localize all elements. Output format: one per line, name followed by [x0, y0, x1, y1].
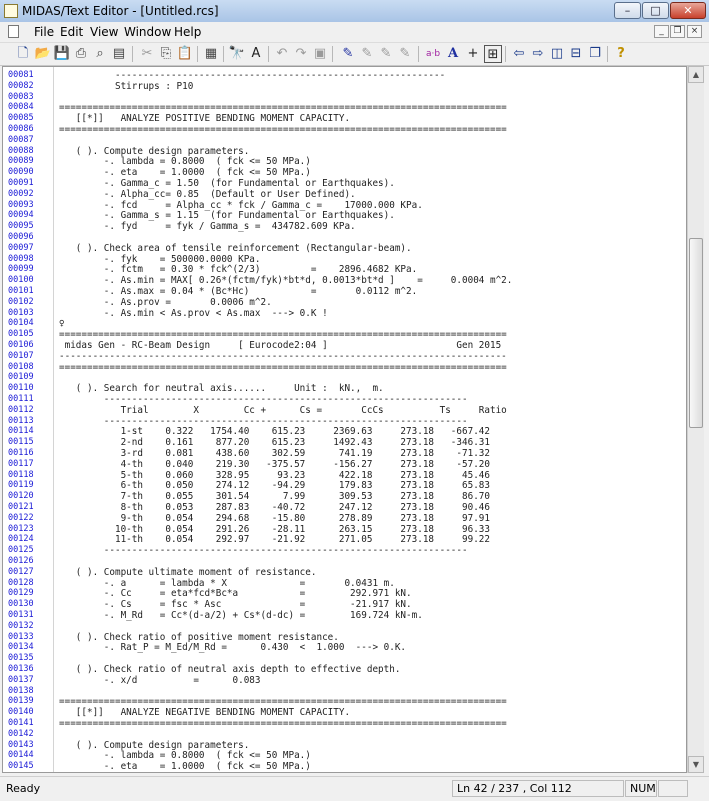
line-number: 00135 [8, 653, 34, 664]
redo-icon[interactable]: ↷ [295, 46, 307, 61]
line-text: 10-th 0.054 291.26 -28.11 263.15 273.18 96.33 [59, 523, 490, 535]
font-icon[interactable]: A [447, 46, 459, 61]
line-number: 00142 [8, 728, 34, 739]
line-number: 00126 [8, 556, 34, 566]
line-number: 00133 [8, 631, 34, 642]
window-prev-icon[interactable]: ⇦ [513, 46, 525, 61]
help-icon[interactable]: ? [617, 46, 625, 61]
toolbar-separator [197, 46, 198, 62]
clipboard-icon[interactable]: ▦ [204, 46, 218, 61]
line-text: -. Alpha_cc= 0.85 (Default or User Defined). [59, 188, 356, 200]
line-number: 00082 [8, 80, 34, 91]
line-text: ( ). Compute design parameters. [59, 739, 250, 751]
case-icon[interactable]: a·b [425, 49, 441, 59]
find-icon[interactable]: 🔭 [228, 46, 246, 61]
mdi-minimize-button[interactable]: _ [654, 25, 669, 38]
line-number: 00089 [8, 156, 34, 167]
line-number: 00136 [8, 664, 34, 674]
line-number: 00084 [8, 102, 34, 113]
line-number: 00120 [8, 491, 34, 502]
line-text: 1-st 0.322 1754.40 615.23 2369.63 273.18 -667.42 [59, 426, 490, 438]
line-number: 00141 [8, 718, 34, 728]
window-next-icon[interactable]: ⇨ [532, 46, 544, 61]
line-text: 7-th 0.055 301.54 7.99 309.53 273.18 86.70 [59, 491, 490, 503]
minimize-button[interactable]: – [614, 2, 641, 19]
window-title: MIDAS/Text Editor - [Untitled.rcs] [22, 4, 219, 18]
line-text: 11-th 0.054 292.97 -21.92 271.05 273.18 99.22 [59, 534, 490, 546]
line-number: 00094 [8, 210, 34, 221]
line-text: -. Gamma_c = 1.50 (for Fundamental or Earthquakes). [59, 178, 395, 189]
line-number: 00088 [8, 145, 34, 156]
fit-icon[interactable]: ⊞ [484, 45, 502, 63]
line-text: ----------------------------------------------------------------- [59, 415, 468, 427]
toolbar-separator [332, 46, 333, 62]
line-number: 00129 [8, 588, 34, 599]
line-number: 00117 [8, 458, 34, 469]
line-number: 00107 [8, 350, 34, 361]
open-icon[interactable]: 📂 [34, 46, 52, 61]
mdi-close-button[interactable]: × [687, 25, 702, 38]
new-icon[interactable]: 🗋 [17, 46, 29, 61]
line-text: -. lambda = 0.8000 ( fck <= 50 MPa.) [59, 156, 311, 168]
status-empty-pane [658, 780, 688, 797]
mdi-restore-button[interactable]: ❐ [670, 25, 685, 38]
line-number: 00104 [8, 318, 34, 329]
line-number: 00105 [8, 329, 34, 340]
status-cursor-position: Ln 42 / 237 , Col 112 [452, 780, 624, 797]
line-text: 6-th 0.050 274.12 -94.29 179.83 273.18 65.83 [59, 480, 490, 492]
close-button[interactable]: ✕ [670, 2, 706, 19]
line-number: 00118 [8, 469, 34, 480]
line-text: Trial X Cc + Cs = CcCs Ts Ratio [59, 404, 507, 416]
status-num-lock: NUM [625, 780, 657, 797]
line-number: 00111 [8, 394, 34, 404]
line-number: 00086 [8, 124, 34, 134]
line-number: 00110 [8, 383, 34, 394]
bookmark-icon[interactable]: ✎ [342, 46, 354, 61]
line-text: ( ). Compute design parameters. [59, 145, 250, 157]
line-number: 00106 [8, 340, 34, 350]
line-number: 00113 [8, 415, 34, 426]
line-text: -. As.min = MAX[ 0.26*(fctm/fyk)*bt*d, 0.0013*bt*d ] = 0.0004 m^2. [59, 275, 513, 287]
line-text: 4-th 0.040 219.30 -375.57 -156.27 273.18 -57.20 [59, 458, 490, 470]
line-text: -. lambda = 0.8000 ( fck <= 50 MPa.) [59, 750, 311, 762]
print-icon[interactable]: ⎙ [75, 46, 87, 61]
line-text: 5-th 0.060 328.95 93.23 422.18 273.18 45.46 [59, 469, 490, 481]
line-text: midas Gen - RC-Beam Design [ Eurocode2:04 ] Gen 2015 [59, 340, 502, 351]
title-bar [0, 0, 709, 23]
line-number: 00095 [8, 221, 34, 232]
cascade-icon[interactable]: ❐ [589, 46, 601, 61]
cut-icon[interactable]: ✂ [141, 46, 153, 61]
line-number: 00085 [8, 113, 34, 124]
line-number: 00109 [8, 372, 34, 383]
menu-help[interactable]: Help [174, 25, 202, 39]
print-preview-icon[interactable]: ⌕ [96, 46, 104, 61]
line-number: 00108 [8, 361, 34, 372]
line-text: ----------------------------------------------------------------- [59, 394, 468, 405]
menu-window[interactable]: Window [124, 25, 172, 39]
line-number: 00119 [8, 480, 34, 491]
menu-view[interactable]: View [90, 25, 119, 39]
line-number: 00115 [8, 437, 34, 448]
toolbar-separator [418, 46, 419, 62]
line-number: 00127 [8, 566, 34, 577]
line-text: ( ). Check area of tensile reinforcement (Rectangular-beam). [59, 242, 412, 254]
line-text: 3-rd 0.081 438.60 302.59 741.19 273.18 -71.32 [59, 448, 490, 459]
line-text: ================================================================================ [59, 718, 507, 729]
line-text: -. fyk = 500000.0000 KPa. [59, 253, 261, 265]
paste-icon[interactable]: 📋 [176, 46, 194, 61]
line-text: -------------------------------------------------------------------------------- [59, 350, 507, 362]
scroll-down-arrow-icon[interactable]: ▼ [688, 756, 704, 773]
line-number: 00139 [8, 696, 34, 707]
line-number: 00093 [8, 199, 34, 210]
line-text: -. a = lambda * X = 0.0431 m. [59, 577, 395, 589]
line-text: -. As.min < As.prov < As.max ---> 0.K ! [59, 307, 328, 319]
scroll-up-arrow-icon[interactable]: ▲ [688, 66, 704, 83]
save-icon[interactable]: 💾 [53, 46, 71, 61]
app-icon [4, 4, 18, 18]
line-number: 00081 [8, 70, 34, 80]
line-text [59, 772, 395, 773]
line-text: -. fcd = Alpha_cc * fck / Gamma_c = 17000.000 KPa. [59, 199, 423, 211]
print-setup-icon[interactable]: ▤ [112, 46, 126, 61]
line-number: 00083 [8, 91, 34, 102]
line-text: -. As.prov = 0.0006 m^2. [59, 296, 272, 308]
line-number: 00145 [8, 761, 34, 772]
line-number [8, 772, 48, 773]
line-number: 00121 [8, 502, 34, 512]
line-number: 00103 [8, 307, 34, 318]
line-text: 9-th 0.054 294.68 -15.80 278.89 273.18 97.91 [59, 512, 490, 524]
menu-file[interactable]: File [34, 25, 55, 39]
line-number: 00122 [8, 512, 34, 523]
line-text: ( ). Check ratio of positive moment resistance. [59, 631, 339, 643]
line-text: ================================================================================ [59, 329, 507, 341]
line-number: 00130 [8, 599, 34, 610]
tile-vertical-icon[interactable]: ◫ [550, 46, 564, 61]
line-number: 00125 [8, 545, 34, 556]
script-icon[interactable]: ▣ [313, 46, 327, 61]
line-text: ----------------------------------------------------------- [59, 70, 446, 81]
tile-horizontal-icon[interactable]: ⊟ [570, 46, 582, 61]
line-number: 00102 [8, 296, 34, 307]
line-text: -. x/d = 0.083 [59, 674, 261, 686]
line-text: ( ). Search for neutral axis...... Unit : kN., m. [59, 383, 384, 395]
line-text: ================================================================================ [59, 102, 507, 114]
toolbar-separator [268, 46, 269, 62]
bookmark-next-icon[interactable]: ✎ [361, 46, 373, 61]
line-number: 00123 [8, 523, 34, 534]
line-number: 00099 [8, 264, 34, 275]
vertical-scrollbar[interactable] [687, 66, 704, 773]
line-text: -. eta = 1.0000 ( fck <= 50 MPa.) [59, 761, 311, 773]
status-bar [0, 776, 709, 801]
line-number: 00137 [8, 674, 34, 685]
document-icon[interactable] [8, 25, 19, 38]
menu-edit[interactable]: Edit [60, 25, 84, 39]
menu-bar [0, 22, 709, 43]
line-text: -. Rat_P = M_Ed/M_Rd = 0.430 < 1.000 ---> 0.K. [59, 642, 407, 654]
line-number: 00092 [8, 188, 34, 199]
line-text: ================================================================================ [59, 361, 507, 373]
replace-icon[interactable]: A [251, 46, 261, 61]
line-number: 00138 [8, 685, 34, 696]
line-text: -. fctm = 0.30 * fck^(2/3) = 2896.4682 KPa. [59, 264, 418, 276]
line-text: -. Cs = fsc * Asc = -21.917 kN. [59, 599, 412, 611]
line-text: 2-nd 0.161 877.20 615.23 1492.43 273.18 -346.31 [59, 437, 490, 449]
line-number: 00140 [8, 707, 34, 718]
toolbar-separator [223, 46, 224, 62]
line-text: ================================================================================ [59, 696, 507, 708]
scrollbar-thumb[interactable] [689, 238, 703, 428]
column-icon[interactable]: + [467, 46, 479, 61]
line-number: 00116 [8, 448, 34, 458]
line-text: -. Gamma_s = 1.15 (for Fundamental or Earthquakes). [59, 210, 395, 222]
line-text: -. As.max = 0.04 * (Bc*Hc) = 0.0112 m^2. [59, 286, 418, 297]
maximize-button[interactable]: □ [642, 2, 669, 19]
line-text: -. fyd = fyk / Gamma_s = 434782.609 KPa. [59, 221, 356, 233]
line-text: [[*]] ANALYZE NEGATIVE BENDING MOMENT CAPACITY. [59, 707, 351, 719]
line-text: -. eta = 1.0000 ( fck <= 50 MPa.) [59, 167, 311, 179]
bookmark-prev-icon[interactable]: ✎ [380, 46, 392, 61]
line-number: 00096 [8, 232, 34, 242]
line-number: 00091 [8, 178, 34, 188]
line-number: 00101 [8, 286, 34, 296]
line-number: 00097 [8, 242, 34, 253]
status-ready: Ready [6, 782, 41, 795]
line-number: 00143 [8, 739, 34, 750]
line-number: 00112 [8, 404, 34, 415]
line-number: 00134 [8, 642, 34, 653]
line-text: ( ). Check ratio of neutral axis depth to effective depth. [59, 664, 401, 675]
text-editor-area[interactable] [2, 66, 687, 773]
bookmark-clear-icon[interactable]: ✎ [399, 46, 411, 61]
line-text: -. M_Rd = Cc*(d-a/2) + Cs*(d-dc) = 169.724 kN-m. [59, 610, 423, 621]
toolbar [0, 43, 709, 66]
copy-icon[interactable]: ⎘ [160, 46, 172, 61]
line-number: 00124 [8, 534, 34, 545]
line-number: 00132 [8, 620, 34, 631]
line-text: -. Cc = eta*fcd*Bc*a = 292.971 kN. [59, 588, 412, 600]
toolbar-separator [607, 46, 608, 62]
line-number: 00098 [8, 253, 34, 264]
line-text: ( ). Compute ultimate moment of resistance. [59, 566, 317, 578]
line-number: 00090 [8, 167, 34, 178]
line-text: Stirrups : P10 [59, 80, 194, 92]
undo-icon[interactable]: ↶ [276, 46, 288, 61]
toolbar-separator [132, 46, 133, 62]
line-number: 00087 [8, 134, 34, 145]
line-number: 00128 [8, 577, 34, 588]
line-text: [[*]] ANALYZE POSITIVE BENDING MOMENT CAPACITY. [59, 113, 351, 125]
line-number: 00144 [8, 750, 34, 761]
line-text: ♀ [59, 318, 65, 330]
line-number: 00131 [8, 610, 34, 620]
line-number: 00100 [8, 275, 34, 286]
toolbar-separator [505, 46, 506, 62]
line-text: ----------------------------------------------------------------- [59, 545, 468, 557]
line-text: 8-th 0.053 287.83 -40.72 247.12 273.18 90.46 [59, 502, 490, 513]
line-text: ================================================================================ [59, 124, 507, 135]
line-number: 00114 [8, 426, 34, 437]
